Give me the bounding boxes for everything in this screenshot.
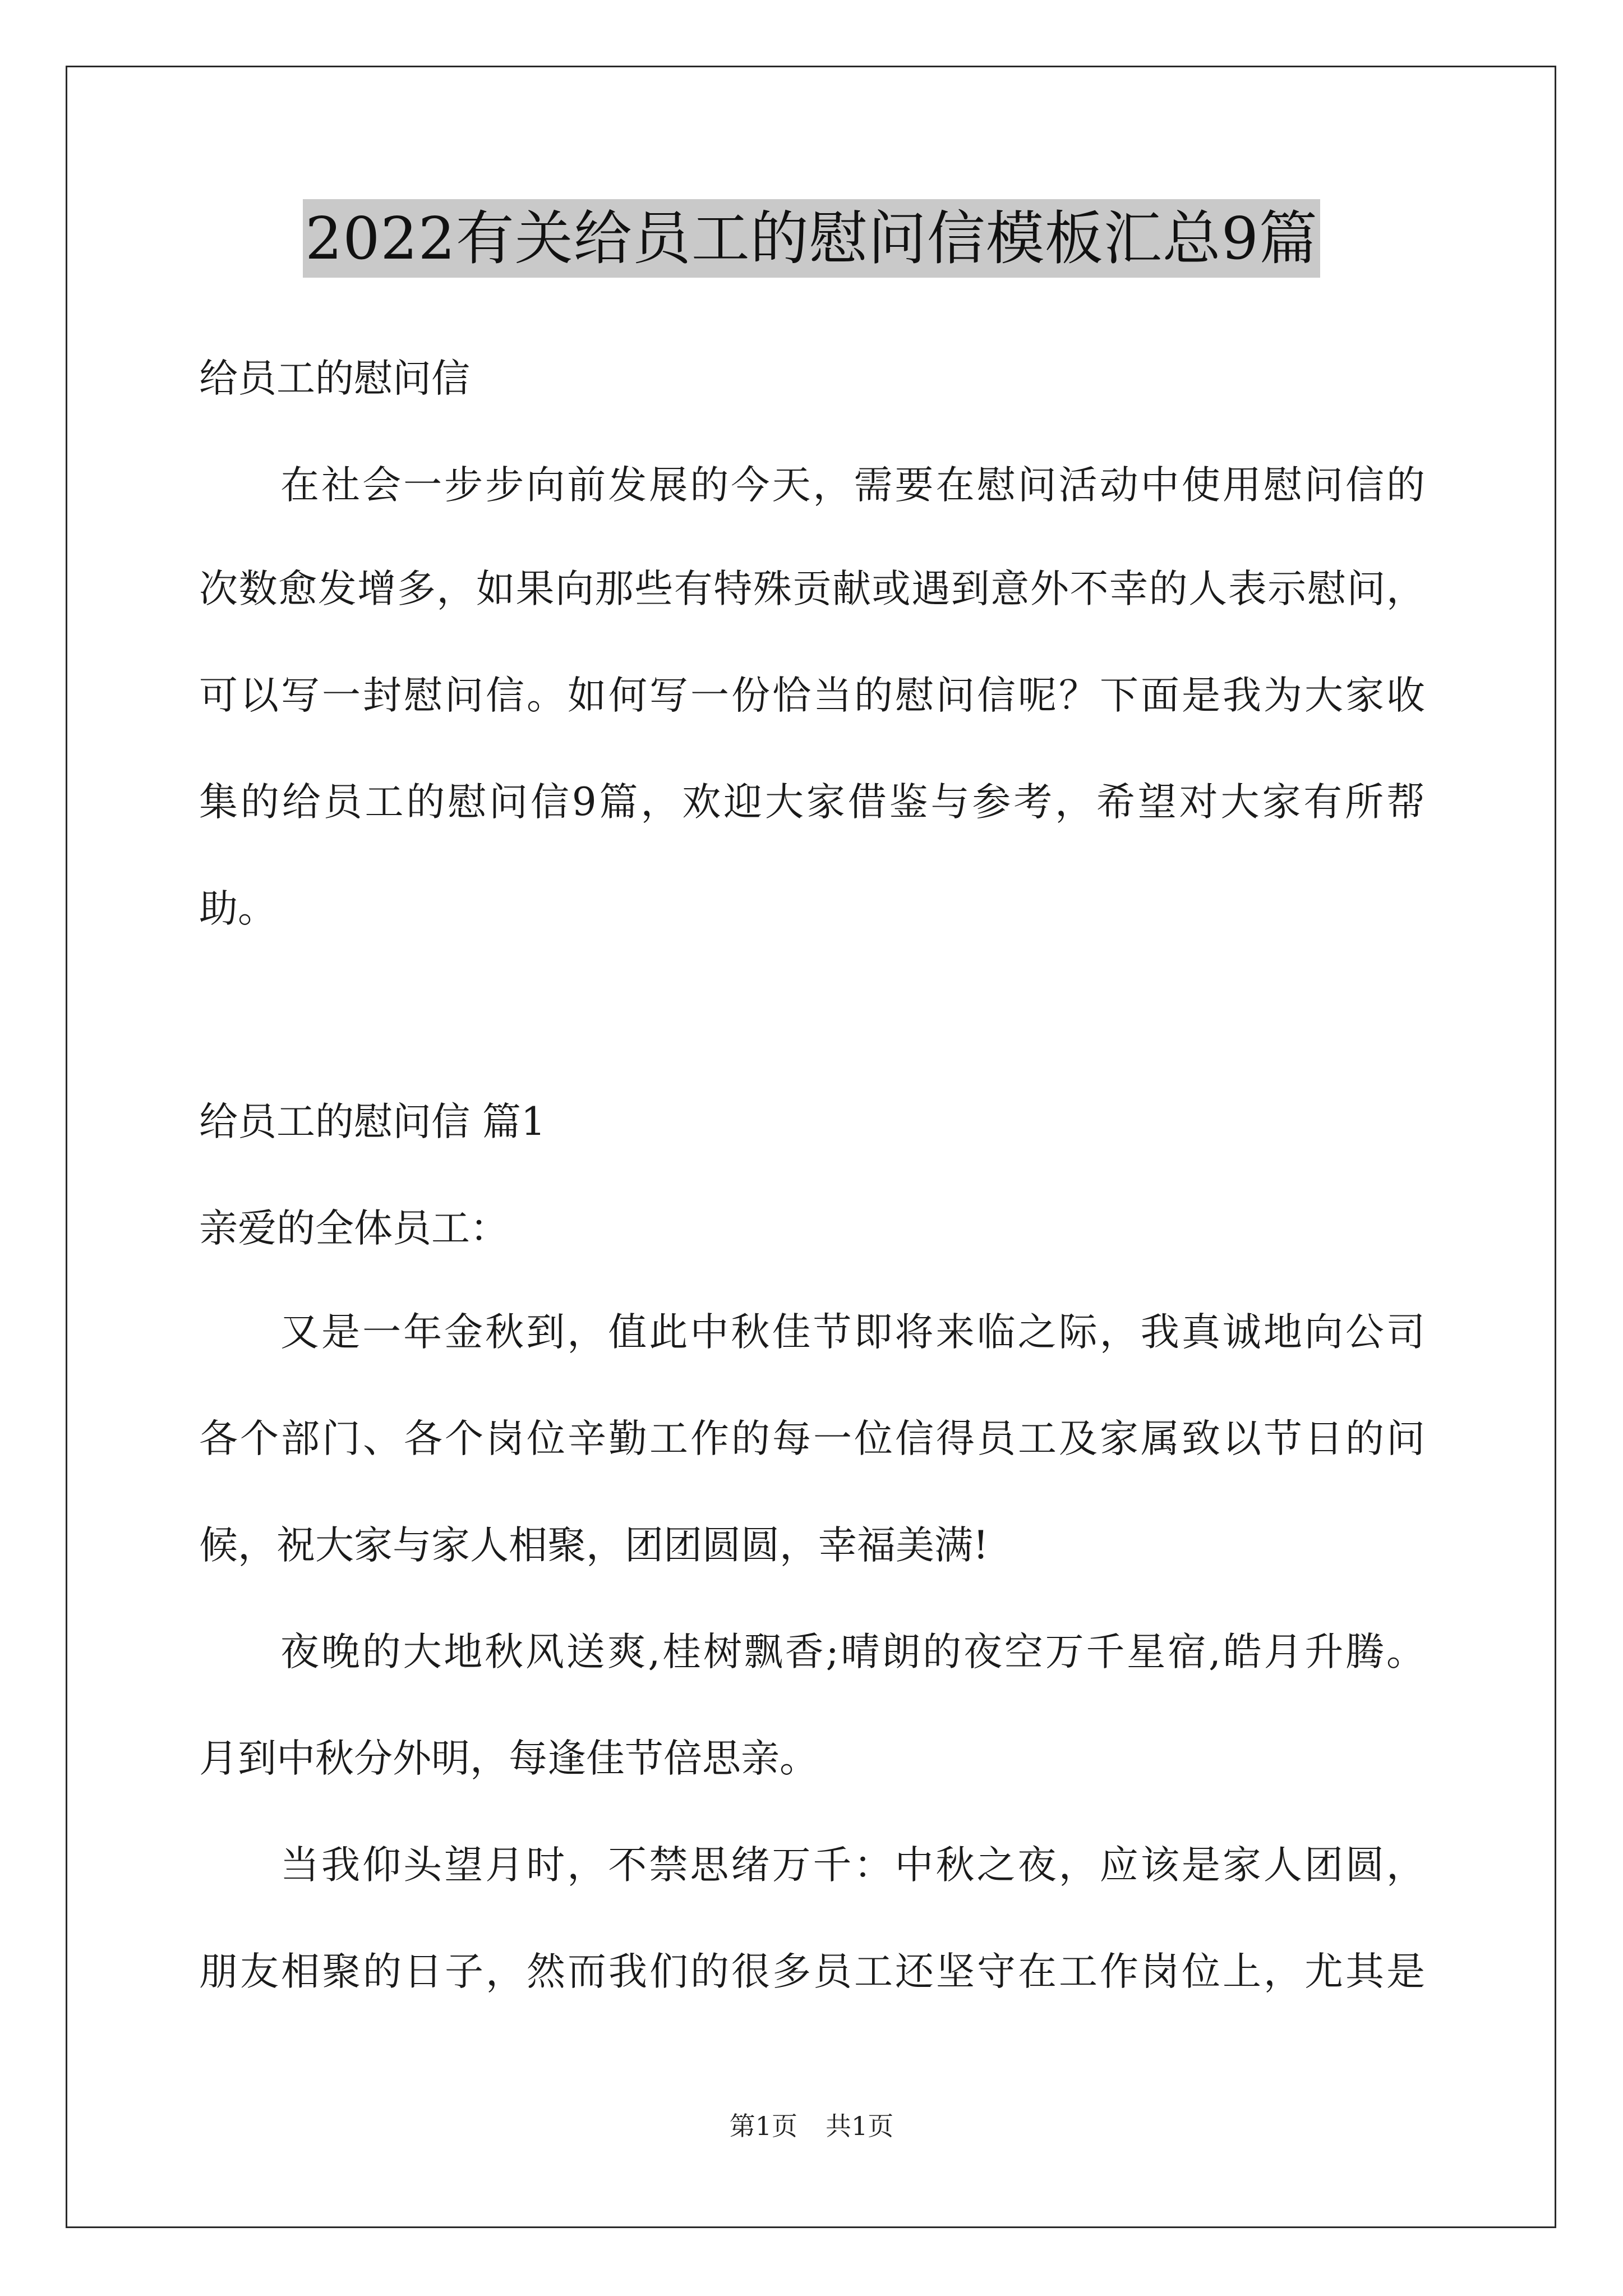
paragraph-line: 又是一年金秋到，值此中秋佳节即将来临之际，我真诚地向公司 — [280, 1310, 1425, 1355]
paragraph-line: 助。 — [199, 886, 276, 931]
paragraph-line: 集的给员工的慰问信9篇，欢迎大家借鉴与参考，希望对大家有所帮 — [199, 780, 1425, 825]
paragraph-line: 当我仰头望月时，不禁思绪万千：中秋之夜，应该是家人团圆， — [280, 1843, 1425, 1888]
document-title: 2022有关给员工的慰问信模板汇总9篇 — [303, 199, 1320, 278]
paragraph-line: 夜晚的大地秋风送爽,桂树飘香;晴朗的夜空万千星宿,皓月升腾。 — [280, 1630, 1425, 1674]
salutation: 亲爱的全体员工： — [199, 1206, 509, 1251]
paragraph-line: 在社会一步步向前发展的今天，需要在慰问活动中使用慰问信的 — [280, 463, 1425, 508]
paragraph-line: 月到中秋分外明，每逢佳节倍思亲。 — [199, 1736, 818, 1781]
page-footer — [0, 2109, 1623, 2143]
page-total: 共1页 — [826, 2111, 894, 2141]
paragraph-line: 可以写一封慰问信。如何写一份恰当的慰问信呢？下面是我为大家收 — [199, 673, 1425, 718]
title-container — [0, 199, 1623, 278]
page-number: 第1页 — [729, 2111, 797, 2141]
section-heading: 给员工的慰问信 — [199, 356, 470, 401]
paragraph-line: 各个部门、各个岗位辛勤工作的每一位信得员工及家属致以节日的问 — [199, 1416, 1425, 1461]
paragraph-line: 朋友相聚的日子，然而我们的很多员工还坚守在工作岗位上，尤其是 — [199, 1949, 1425, 1994]
paragraph-line: 次数愈发增多，如果向那些有特殊贡献或遇到意外不幸的人表示慰问， — [199, 567, 1425, 611]
section-heading: 给员工的慰问信 篇1 — [199, 1099, 546, 1144]
paragraph-line: 候，祝大家与家人相聚，团团圆圆，幸福美满! — [199, 1523, 989, 1568]
